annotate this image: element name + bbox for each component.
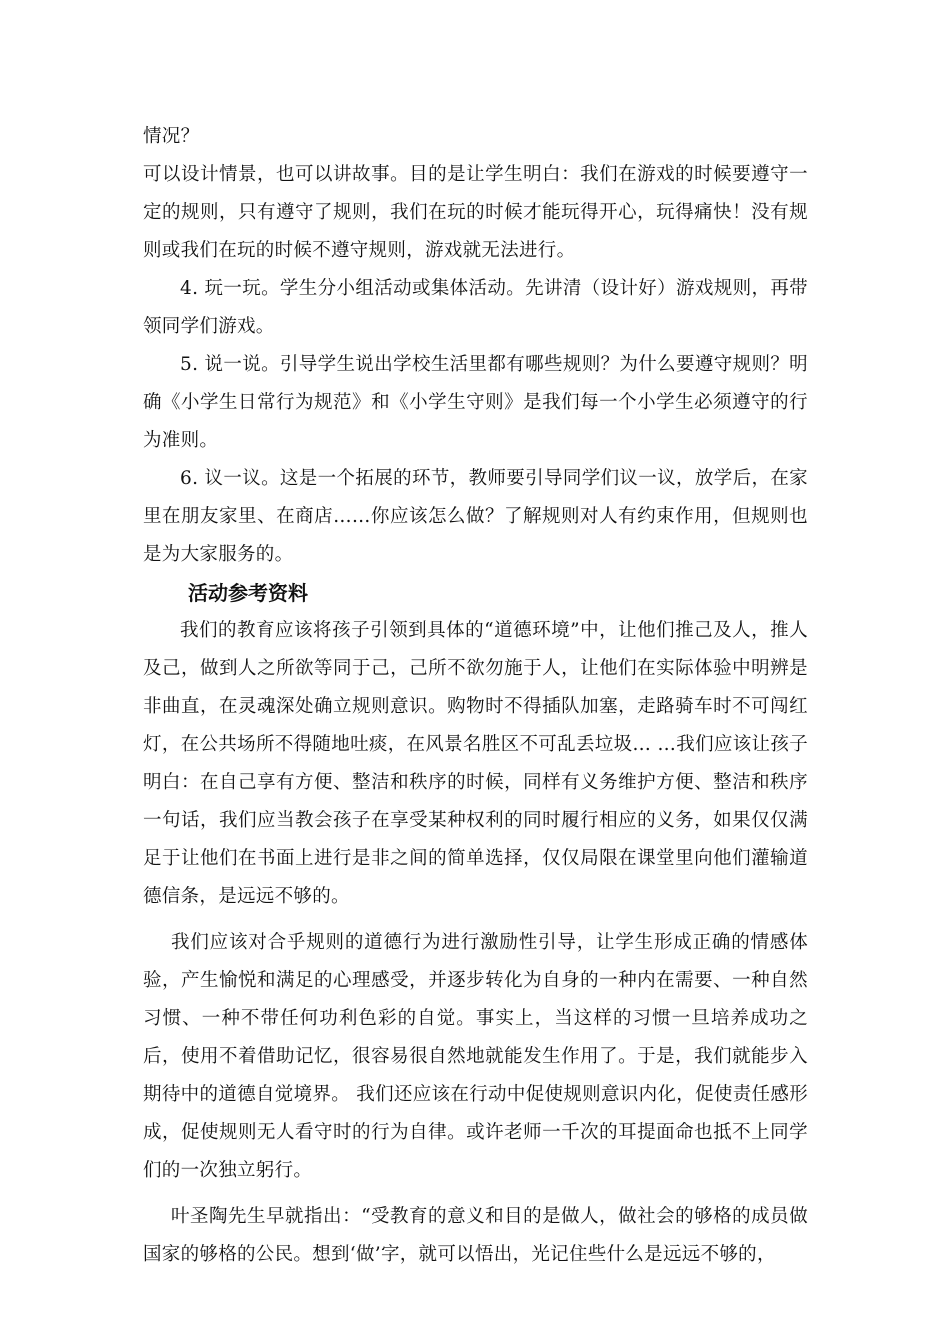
section-heading: 活动参考资料 (188, 581, 308, 605)
paragraph-design-scenario: 可以设计情景，也可以讲故事。目的是让学生明白：我们在游戏的时候要遵守一定的规则，只有遵守了规则，我们在玩的时候才能玩得开心，玩得痛快！没有规则或我们在玩的时候不遵守规则，游戏就无法进行。 (143, 164, 808, 261)
paragraph-step-5-talk: 5. 说一说。引导学生说出学校生活里都有哪些规则？为什么要遵守规则？明确《小学生日常行为规范》和《小学生守则》是我们每一个小学生必须遵守的行为准则。 (143, 354, 808, 451)
reference-paragraph-1: 我们的教育应该将孩子引领到具体的“道德环境”中，让他们推己及人，推人及己，做到人之所欲等同于己，己所不欲勿施于人，让他们在实际体验中明辨是非曲直，在灵魂深处确立规则意识。购物时不得插队加塞，走路骑车时不可闯红灯，在公共场所不得随地吐痰，在风景名胜区不可乱丢垃圾… …我们应该让孩子明白：在自己享有方便、整洁和秩序的时候，同样有义务维护方便、整洁和秩序一句话，我们应当教会孩子在享受某种权利的同时履行相应的义务，如果仅仅满足于让他们在书面上进行是非之间的简单选择，仅仅局限在课堂里向他们灌输道德信条，是远远不够的。 (143, 620, 808, 907)
document-body (143, 118, 808, 1274)
paragraph-step-4-play: 4. 玩一玩。学生分小组活动或集体活动。先讲清（设计好）游戏规则，再带领同学们游戏。 (143, 278, 808, 337)
reference-paragraph-2: 我们应该对合乎规则的道德行为进行激励性引导，让学生形成正确的情感体验，产生愉悦和满足的心理感受，并逐步转化为自身的一种内在需要、一种自然习惯、一种不带任何功利色彩的自觉。事实上，当这样的习惯一旦培养成功之后，使用不着借助记忆，很容易很自然地就能发生作用了。于是，我们就能步入期待中的道德自觉境界。 我们还应该在行动中促使规则意识内化，促使责任感形成，促使规则无人看守时的行为自律。或许老师一千次的耳提面命也抵不上同学们的一次独立躬行。 (143, 932, 808, 1181)
reference-paragraph-3: 叶圣陶先生早就指出：“受教育的意义和目的是做人，做社会的够格的成员做国家的够格的公民。想到‘做’字，就可以悟出，光记住些什么是远远不够的， (143, 1206, 808, 1265)
paragraph-step-6-discuss: 6. 议一议。这是一个拓展的环节，教师要引导同学们议一议，放学后，在家里在朋友家里、在商店……你应该怎么做？了解规则对人有约束作用，但规则也是为大家服务的。 (143, 468, 808, 565)
paragraph-continuation: 情况？ (143, 126, 200, 147)
